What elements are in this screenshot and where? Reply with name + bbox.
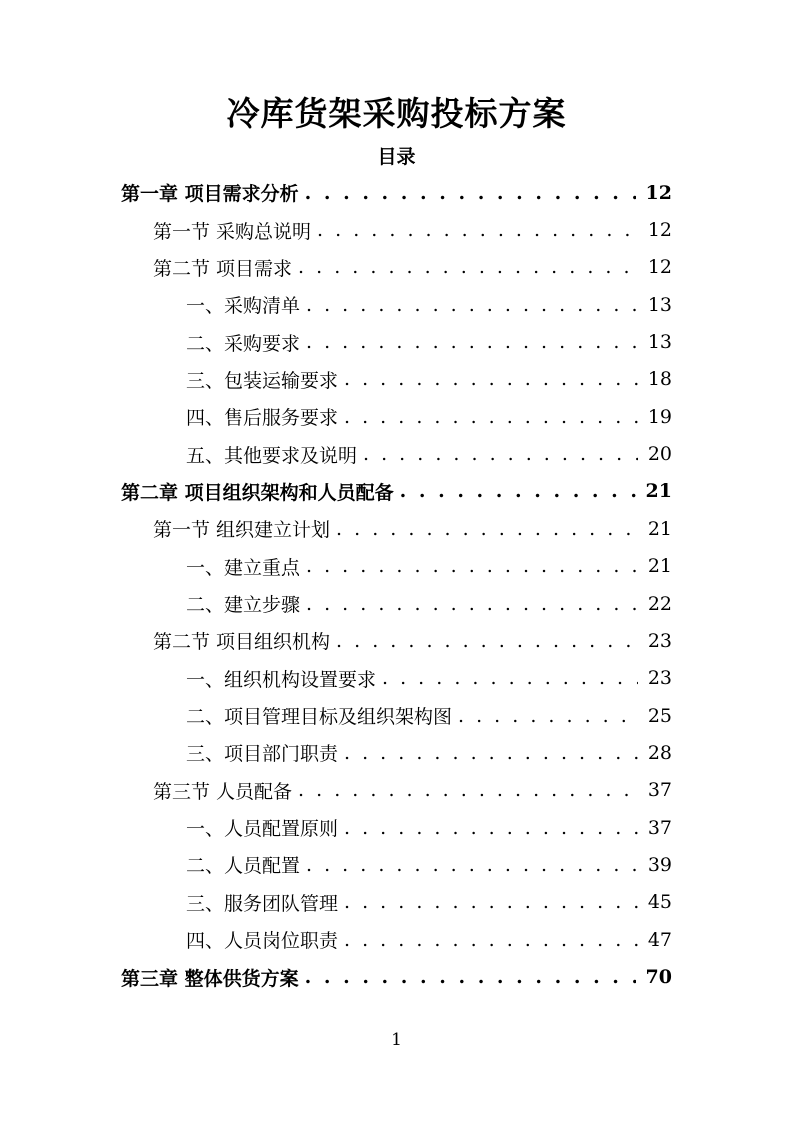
dot-leader [344, 368, 638, 390]
dot-leader [305, 182, 636, 204]
toc-entry[interactable] [121, 473, 672, 510]
toc-entry[interactable] [186, 548, 672, 585]
toc-entry[interactable] [186, 660, 672, 697]
toc-entry-page: 23 [647, 629, 672, 652]
toc-entry-label: 第二节 项目组织机构 [153, 631, 331, 654]
toc-entry-label: 二、项目管理目标及组织架构图 [186, 706, 453, 729]
toc-heading: 目录 [377, 146, 416, 168]
toc-entry[interactable] [186, 361, 672, 398]
toc-entry[interactable] [153, 622, 672, 659]
dot-leader [458, 705, 638, 727]
toc-entry-page: 13 [647, 331, 672, 354]
dot-leader [344, 929, 638, 951]
toc-entry-label: 第一章 项目需求分析 [121, 183, 299, 206]
dot-leader [306, 555, 638, 577]
dot-leader [317, 219, 638, 241]
toc-entry-page: 21 [647, 555, 672, 578]
dot-leader [298, 256, 638, 278]
toc-entry-page: 22 [647, 592, 672, 615]
toc-entry-label: 第一节 组织建立计划 [153, 519, 331, 542]
dot-leader [306, 331, 638, 353]
toc-entry-label: 一、组织机构设置要求 [186, 668, 377, 691]
toc-entry[interactable] [186, 697, 672, 734]
dot-leader [306, 854, 638, 876]
toc-entry-label: 五、其他要求及说明 [186, 444, 358, 467]
toc-entry-label: 二、建立步骤 [186, 594, 301, 617]
toc-entry-label: 三、服务团队管理 [186, 892, 339, 915]
toc-entry-page: 12 [645, 181, 672, 204]
toc-entry[interactable] [186, 398, 672, 435]
toc-entry-page: 19 [647, 405, 672, 428]
toc-entry[interactable] [186, 734, 672, 771]
dot-leader [306, 593, 638, 615]
toc-entry[interactable] [186, 323, 672, 360]
toc-entry-page: 47 [647, 928, 672, 951]
toc-entry-label: 二、采购要求 [186, 332, 301, 355]
toc-entry-label: 二、人员配置 [186, 855, 301, 878]
dot-leader [382, 667, 638, 689]
dot-leader [306, 294, 638, 316]
toc-entry-label: 第三节 人员配备 [153, 780, 293, 803]
toc-entry-label: 第二节 项目需求 [153, 257, 293, 280]
dot-leader [363, 443, 638, 465]
toc-entry-label: 一、人员配置原则 [186, 818, 339, 841]
dot-leader [344, 891, 638, 913]
toc-entry-label: 四、售后服务要求 [186, 407, 339, 430]
toc-entry[interactable] [186, 286, 672, 323]
document-title: 冷库货架采购投标方案 [226, 94, 567, 133]
toc-entry[interactable] [153, 249, 672, 286]
dot-leader [344, 742, 638, 764]
toc-entry[interactable] [186, 435, 672, 472]
toc-entry-page: 20 [647, 443, 672, 466]
toc-entry-page: 12 [647, 256, 672, 279]
toc-entry-page: 21 [647, 517, 672, 540]
dot-leader [400, 480, 636, 502]
dot-leader [336, 518, 638, 540]
dot-leader [305, 966, 636, 988]
toc-entry-page: 18 [647, 368, 672, 391]
toc-entry-label: 一、建立重点 [186, 556, 301, 579]
toc-entry-page: 12 [647, 219, 672, 242]
dot-leader [298, 779, 638, 801]
toc-entry-label: 三、包装运输要求 [186, 369, 339, 392]
toc-entry-label: 第三章 整体供货方案 [121, 967, 299, 990]
toc-entry[interactable] [153, 772, 672, 809]
toc-entry-label: 一、采购清单 [186, 295, 301, 318]
dot-leader [344, 817, 638, 839]
toc-entry-page: 39 [647, 853, 672, 876]
toc-entry[interactable] [186, 884, 672, 921]
toc-entry-page: 45 [647, 891, 672, 914]
toc-entry-page: 25 [647, 704, 672, 727]
toc-entry-label: 三、项目部门职责 [186, 743, 339, 766]
toc-entry-label: 第一节 采购总说明 [153, 220, 312, 243]
toc-entry-page: 21 [645, 480, 672, 503]
toc-entry[interactable] [186, 585, 672, 622]
toc-entry[interactable] [153, 211, 672, 248]
page-number: 1 [391, 1030, 402, 1050]
toc-entry[interactable] [186, 809, 672, 846]
toc-entry-label: 第二章 项目组织架构和人员配备 [121, 481, 394, 504]
toc-entry[interactable] [121, 958, 672, 995]
toc-entry[interactable] [186, 846, 672, 883]
toc-entry[interactable] [186, 921, 672, 958]
toc-entry[interactable] [153, 510, 672, 547]
toc-entry-page: 23 [647, 667, 672, 690]
toc-entry-label: 四、人员岗位职责 [186, 930, 339, 953]
toc-entry-page: 28 [647, 741, 672, 764]
toc-entry-page: 70 [645, 966, 672, 989]
toc-entry-page: 37 [647, 779, 672, 802]
dot-leader [344, 406, 638, 428]
toc-entry-page: 37 [647, 816, 672, 839]
dot-leader [336, 630, 638, 652]
toc-entry-page: 13 [647, 293, 672, 316]
toc-entry[interactable] [121, 174, 672, 211]
